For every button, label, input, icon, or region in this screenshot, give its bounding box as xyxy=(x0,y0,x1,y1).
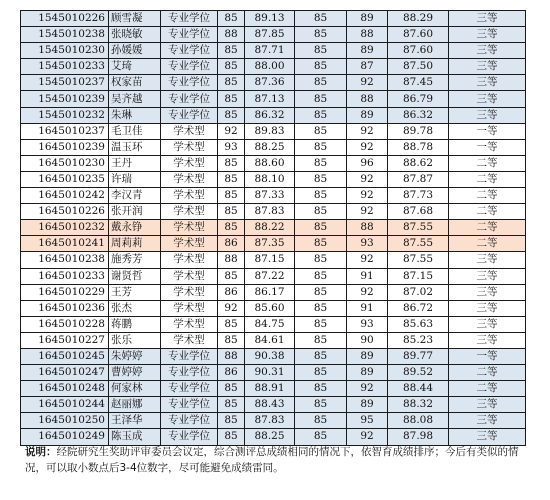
degree-type-cell: 学术型 xyxy=(161,236,218,252)
degree-type-cell: 学术型 xyxy=(161,268,218,284)
total-score-cell: 86.72 xyxy=(388,300,449,316)
table-row xyxy=(21,171,526,187)
total-score-cell: 87.60 xyxy=(388,43,449,59)
table-row xyxy=(21,236,526,252)
award-level-cell: 三等 xyxy=(449,11,526,27)
total-score-cell: 89.52 xyxy=(388,365,449,381)
score-2-cell: 87.83 xyxy=(245,204,295,220)
score-2-cell: 87.83 xyxy=(245,413,295,429)
degree-type-cell: 专业学位 xyxy=(161,11,218,27)
student-name-cell: 陈玉成 xyxy=(109,429,161,445)
student-id-cell: 1645010241 xyxy=(21,236,109,252)
score-2-cell: 88.25 xyxy=(245,139,295,155)
score-2-cell: 86.17 xyxy=(245,284,295,300)
total-score-cell: 88.62 xyxy=(388,155,449,171)
score-4-cell: 92 xyxy=(347,429,388,445)
score-3-cell: 85 xyxy=(295,59,347,75)
table-row xyxy=(21,107,526,123)
student-name-cell: 何家林 xyxy=(109,381,161,397)
score-4-cell: 91 xyxy=(347,268,388,284)
student-id-cell: 1545010226 xyxy=(21,11,109,27)
score-4-cell: 92 xyxy=(347,204,388,220)
table-row xyxy=(21,381,526,397)
score-1-cell: 85 xyxy=(218,155,245,171)
award-level-cell: 三等 xyxy=(449,429,526,445)
student-id-cell: 1645010238 xyxy=(21,252,109,268)
score-3-cell: 85 xyxy=(295,204,347,220)
score-4-cell: 92 xyxy=(347,75,388,91)
student-name-cell: 许瑞 xyxy=(109,171,161,187)
score-2-cell: 88.10 xyxy=(245,171,295,187)
total-score-cell: 87.02 xyxy=(388,284,449,300)
table-row xyxy=(21,397,526,413)
degree-type-cell: 学术型 xyxy=(161,316,218,332)
total-score-cell: 85.63 xyxy=(388,316,449,332)
student-id-cell: 1645010230 xyxy=(21,155,109,171)
score-1-cell: 85 xyxy=(218,381,245,397)
score-1-cell: 85 xyxy=(218,413,245,429)
score-3-cell: 85 xyxy=(295,139,347,155)
table-row xyxy=(21,300,526,316)
score-2-cell: 88.60 xyxy=(245,155,295,171)
degree-type-cell: 学术型 xyxy=(161,171,218,187)
award-level-cell: 三等 xyxy=(449,284,526,300)
score-3-cell: 85 xyxy=(295,107,347,123)
student-name-cell: 孙媛媛 xyxy=(109,43,161,59)
student-id-cell: 1645010233 xyxy=(21,268,109,284)
student-id-cell: 1645010236 xyxy=(21,300,109,316)
score-4-cell: 89 xyxy=(347,43,388,59)
score-2-cell: 90.31 xyxy=(245,365,295,381)
student-id-cell: 1645010229 xyxy=(21,284,109,300)
student-name-cell: 张杰 xyxy=(109,300,161,316)
score-4-cell: 92 xyxy=(347,171,388,187)
score-3-cell: 85 xyxy=(295,381,347,397)
score-2-cell: 87.13 xyxy=(245,91,295,107)
score-3-cell: 85 xyxy=(295,11,347,27)
table-row xyxy=(21,43,526,59)
student-id-cell: 1545010237 xyxy=(21,75,109,91)
total-score-cell: 87.55 xyxy=(388,252,449,268)
student-id-cell: 1545010232 xyxy=(21,107,109,123)
award-level-cell: 一等 xyxy=(449,348,526,364)
total-score-cell: 86.79 xyxy=(388,91,449,107)
degree-type-cell: 专业学位 xyxy=(161,381,218,397)
score-1-cell: 85 xyxy=(218,171,245,187)
student-name-cell: 李汉青 xyxy=(109,188,161,204)
award-level-cell: 三等 xyxy=(449,91,526,107)
degree-type-cell: 学术型 xyxy=(161,204,218,220)
score-1-cell: 85 xyxy=(218,204,245,220)
award-level-cell: 三等 xyxy=(449,43,526,59)
award-level-cell: 三等 xyxy=(449,27,526,43)
score-3-cell: 85 xyxy=(295,332,347,348)
score-4-cell: 92 xyxy=(347,284,388,300)
score-3-cell: 85 xyxy=(295,365,347,381)
award-level-cell: 二等 xyxy=(449,365,526,381)
score-4-cell: 89 xyxy=(347,348,388,364)
score-3-cell: 85 xyxy=(295,429,347,445)
score-1-cell: 85 xyxy=(218,75,245,91)
score-1-cell: 86 xyxy=(218,236,245,252)
award-level-cell: 三等 xyxy=(449,413,526,429)
student-id-cell: 1645010244 xyxy=(21,397,109,413)
footnote-label: 说明： xyxy=(25,446,57,458)
degree-type-cell: 专业学位 xyxy=(161,91,218,107)
score-3-cell: 85 xyxy=(295,236,347,252)
student-id-cell: 1645010239 xyxy=(21,139,109,155)
score-3-cell: 85 xyxy=(295,316,347,332)
award-level-cell: 三等 xyxy=(449,316,526,332)
score-3-cell: 85 xyxy=(295,268,347,284)
score-2-cell: 88.25 xyxy=(245,429,295,445)
degree-type-cell: 专业学位 xyxy=(161,59,218,75)
score-2-cell: 87.22 xyxy=(245,268,295,284)
student-name-cell: 王泽华 xyxy=(109,413,161,429)
score-4-cell: 95 xyxy=(347,413,388,429)
student-name-cell: 艾琦 xyxy=(109,59,161,75)
total-score-cell: 88.44 xyxy=(388,381,449,397)
score-3-cell: 85 xyxy=(295,91,347,107)
award-level-cell: 一等 xyxy=(449,123,526,139)
student-id-cell: 1545010233 xyxy=(21,59,109,75)
degree-type-cell: 专业学位 xyxy=(161,43,218,59)
degree-type-cell: 学术型 xyxy=(161,155,218,171)
student-id-cell: 1545010230 xyxy=(21,43,109,59)
score-2-cell: 87.36 xyxy=(245,75,295,91)
total-score-cell: 89.77 xyxy=(388,348,449,364)
score-2-cell: 87.33 xyxy=(245,188,295,204)
score-2-cell: 90.38 xyxy=(245,348,295,364)
award-level-cell: 三等 xyxy=(449,75,526,91)
score-4-cell: 89 xyxy=(347,397,388,413)
score-1-cell: 85 xyxy=(218,59,245,75)
score-rows xyxy=(21,11,526,446)
score-3-cell: 85 xyxy=(295,397,347,413)
student-id-cell: 1645010247 xyxy=(21,365,109,381)
award-level-cell: 三等 xyxy=(449,59,526,75)
table-row xyxy=(21,123,526,139)
degree-type-cell: 学术型 xyxy=(161,332,218,348)
table-row xyxy=(21,204,526,220)
degree-type-cell: 学术型 xyxy=(161,123,218,139)
degree-type-cell: 学术型 xyxy=(161,252,218,268)
degree-type-cell: 专业学位 xyxy=(161,413,218,429)
table-row xyxy=(21,220,526,236)
student-id-cell: 1645010248 xyxy=(21,381,109,397)
degree-type-cell: 学术型 xyxy=(161,220,218,236)
score-1-cell: 92 xyxy=(218,300,245,316)
total-score-cell: 87.73 xyxy=(388,188,449,204)
table-row xyxy=(21,268,526,284)
score-4-cell: 92 xyxy=(347,381,388,397)
student-id-cell: 1645010228 xyxy=(21,316,109,332)
student-id-cell: 1645010242 xyxy=(21,188,109,204)
score-4-cell: 92 xyxy=(347,139,388,155)
student-id-cell: 1645010237 xyxy=(21,123,109,139)
award-level-cell: 三等 xyxy=(449,397,526,413)
score-2-cell: 88.43 xyxy=(245,397,295,413)
total-score-cell: 88.32 xyxy=(388,397,449,413)
student-name-cell: 温玉环 xyxy=(109,139,161,155)
score-1-cell: 93 xyxy=(218,139,245,155)
score-2-cell: 84.75 xyxy=(245,316,295,332)
score-3-cell: 85 xyxy=(295,413,347,429)
award-level-cell: 一等 xyxy=(449,139,526,155)
total-score-cell: 86.32 xyxy=(388,107,449,123)
student-id-cell: 1645010250 xyxy=(21,413,109,429)
score-3-cell: 85 xyxy=(295,171,347,187)
score-1-cell: 86 xyxy=(218,284,245,300)
table-row xyxy=(21,27,526,43)
table-row xyxy=(21,11,526,27)
score-3-cell: 85 xyxy=(295,123,347,139)
score-3-cell: 85 xyxy=(295,300,347,316)
score-2-cell: 89.83 xyxy=(245,123,295,139)
score-4-cell: 92 xyxy=(347,123,388,139)
table-row xyxy=(21,284,526,300)
score-1-cell: 85 xyxy=(218,43,245,59)
total-score-cell: 85.23 xyxy=(388,332,449,348)
student-name-cell: 王丹 xyxy=(109,155,161,171)
award-level-cell: 三等 xyxy=(449,252,526,268)
score-4-cell: 93 xyxy=(347,236,388,252)
total-score-cell: 87.15 xyxy=(388,268,449,284)
student-id-cell: 1545010239 xyxy=(21,91,109,107)
score-1-cell: 85 xyxy=(218,332,245,348)
table-row xyxy=(21,252,526,268)
score-2-cell: 87.85 xyxy=(245,27,295,43)
student-name-cell: 施秀芳 xyxy=(109,252,161,268)
degree-type-cell: 专业学位 xyxy=(161,397,218,413)
score-3-cell: 85 xyxy=(295,284,347,300)
student-name-cell: 张开润 xyxy=(109,204,161,220)
award-level-cell: 三等 xyxy=(449,300,526,316)
student-id-cell: 1645010249 xyxy=(21,429,109,445)
student-name-cell: 赵丽娜 xyxy=(109,397,161,413)
total-score-cell: 87.60 xyxy=(388,27,449,43)
student-name-cell: 蒋鹏 xyxy=(109,316,161,332)
table-row xyxy=(21,75,526,91)
total-score-cell: 87.98 xyxy=(388,429,449,445)
student-name-cell: 谢贤哲 xyxy=(109,268,161,284)
student-id-cell: 1545010238 xyxy=(21,27,109,43)
degree-type-cell: 学术型 xyxy=(161,188,218,204)
degree-type-cell: 专业学位 xyxy=(161,27,218,43)
total-score-cell: 87.55 xyxy=(388,220,449,236)
award-level-cell: 三等 xyxy=(449,332,526,348)
score-table xyxy=(20,10,526,446)
score-4-cell: 87 xyxy=(347,59,388,75)
student-id-cell: 1645010232 xyxy=(21,220,109,236)
total-score-cell: 88.08 xyxy=(388,413,449,429)
table-row xyxy=(21,139,526,155)
score-1-cell: 88 xyxy=(218,27,245,43)
student-id-cell: 1645010227 xyxy=(21,332,109,348)
student-name-cell: 周莉莉 xyxy=(109,236,161,252)
degree-type-cell: 学术型 xyxy=(161,300,218,316)
score-2-cell: 87.15 xyxy=(245,252,295,268)
score-3-cell: 85 xyxy=(295,27,347,43)
score-4-cell: 89 xyxy=(347,365,388,381)
score-3-cell: 85 xyxy=(295,188,347,204)
student-name-cell: 戴永铮 xyxy=(109,220,161,236)
score-3-cell: 85 xyxy=(295,220,347,236)
score-4-cell: 89 xyxy=(347,107,388,123)
table-row xyxy=(21,188,526,204)
degree-type-cell: 专业学位 xyxy=(161,429,218,445)
score-1-cell: 85 xyxy=(218,429,245,445)
student-id-cell: 1645010226 xyxy=(21,204,109,220)
table-row xyxy=(21,91,526,107)
student-name-cell: 朱婷婷 xyxy=(109,348,161,364)
total-score-cell: 87.68 xyxy=(388,204,449,220)
score-4-cell: 90 xyxy=(347,332,388,348)
score-3-cell: 85 xyxy=(295,43,347,59)
score-4-cell: 88 xyxy=(347,27,388,43)
score-4-cell: 93 xyxy=(347,316,388,332)
total-score-cell: 87.50 xyxy=(388,59,449,75)
table-row xyxy=(21,348,526,364)
student-name-cell: 顾雪凝 xyxy=(109,11,161,27)
score-2-cell: 87.71 xyxy=(245,43,295,59)
score-2-cell: 88.00 xyxy=(245,59,295,75)
score-1-cell: 85 xyxy=(218,220,245,236)
score-1-cell: 88 xyxy=(218,252,245,268)
table-row xyxy=(21,316,526,332)
score-2-cell: 88.22 xyxy=(245,220,295,236)
degree-type-cell: 专业学位 xyxy=(161,75,218,91)
score-1-cell: 85 xyxy=(218,397,245,413)
score-1-cell: 92 xyxy=(218,123,245,139)
score-1-cell: 85 xyxy=(218,316,245,332)
degree-type-cell: 学术型 xyxy=(161,284,218,300)
score-1-cell: 85 xyxy=(218,11,245,27)
score-3-cell: 85 xyxy=(295,348,347,364)
student-name-cell: 权家苗 xyxy=(109,75,161,91)
student-name-cell: 吴齐越 xyxy=(109,91,161,107)
footnote xyxy=(25,444,530,476)
student-name-cell: 张晓敏 xyxy=(109,27,161,43)
table-row xyxy=(21,332,526,348)
student-name-cell: 王芳 xyxy=(109,284,161,300)
score-4-cell: 88 xyxy=(347,91,388,107)
score-1-cell: 85 xyxy=(218,268,245,284)
total-score-cell: 87.45 xyxy=(388,75,449,91)
degree-type-cell: 专业学位 xyxy=(161,348,218,364)
score-2-cell: 86.32 xyxy=(245,107,295,123)
score-2-cell: 87.35 xyxy=(245,236,295,252)
score-3-cell: 85 xyxy=(295,252,347,268)
total-score-cell: 88.29 xyxy=(388,11,449,27)
degree-type-cell: 专业学位 xyxy=(161,107,218,123)
award-level-cell: 二等 xyxy=(449,381,526,397)
score-4-cell: 88 xyxy=(347,220,388,236)
score-1-cell: 86 xyxy=(218,365,245,381)
score-1-cell: 85 xyxy=(218,188,245,204)
student-name-cell: 毛卫佳 xyxy=(109,123,161,139)
table-row xyxy=(21,429,526,445)
score-2-cell: 89.13 xyxy=(245,11,295,27)
table-row xyxy=(21,155,526,171)
score-1-cell: 85 xyxy=(218,91,245,107)
table-row xyxy=(21,365,526,381)
award-level-cell: 二等 xyxy=(449,236,526,252)
score-2-cell: 85.60 xyxy=(245,300,295,316)
score-1-cell: 85 xyxy=(218,107,245,123)
table-row xyxy=(21,59,526,75)
award-level-cell: 二等 xyxy=(449,220,526,236)
total-score-cell: 88.78 xyxy=(388,139,449,155)
score-2-cell: 88.91 xyxy=(245,381,295,397)
score-2-cell: 84.61 xyxy=(245,332,295,348)
award-level-cell: 二等 xyxy=(449,171,526,187)
degree-type-cell: 专业学位 xyxy=(161,365,218,381)
score-1-cell: 88 xyxy=(218,348,245,364)
total-score-cell: 89.78 xyxy=(388,123,449,139)
score-4-cell: 92 xyxy=(347,188,388,204)
score-3-cell: 85 xyxy=(295,75,347,91)
student-id-cell: 1645010245 xyxy=(21,348,109,364)
award-level-cell: 三等 xyxy=(449,107,526,123)
score-4-cell: 96 xyxy=(347,155,388,171)
total-score-cell: 87.87 xyxy=(388,171,449,187)
footnote-text: 经院研究生奖助评审委员会议定，综合测评总成绩相同的情况下，依智育成绩排序；今后有类似的情况，可以取小数点后3-4位数字，尽可能避免成绩雷同。 xyxy=(25,446,519,474)
student-name-cell: 张乐 xyxy=(109,332,161,348)
score-4-cell: 91 xyxy=(347,300,388,316)
award-level-cell: 三等 xyxy=(449,268,526,284)
award-level-cell: 二等 xyxy=(449,188,526,204)
degree-type-cell: 学术型 xyxy=(161,139,218,155)
award-level-cell: 二等 xyxy=(449,204,526,220)
student-name-cell: 曹婷婷 xyxy=(109,365,161,381)
award-level-cell: 二等 xyxy=(449,155,526,171)
table-row xyxy=(21,413,526,429)
score-4-cell: 89 xyxy=(347,11,388,27)
score-3-cell: 85 xyxy=(295,155,347,171)
student-id-cell: 1645010235 xyxy=(21,171,109,187)
student-name-cell: 朱琳 xyxy=(109,107,161,123)
total-score-cell: 87.55 xyxy=(388,236,449,252)
score-4-cell: 92 xyxy=(347,252,388,268)
